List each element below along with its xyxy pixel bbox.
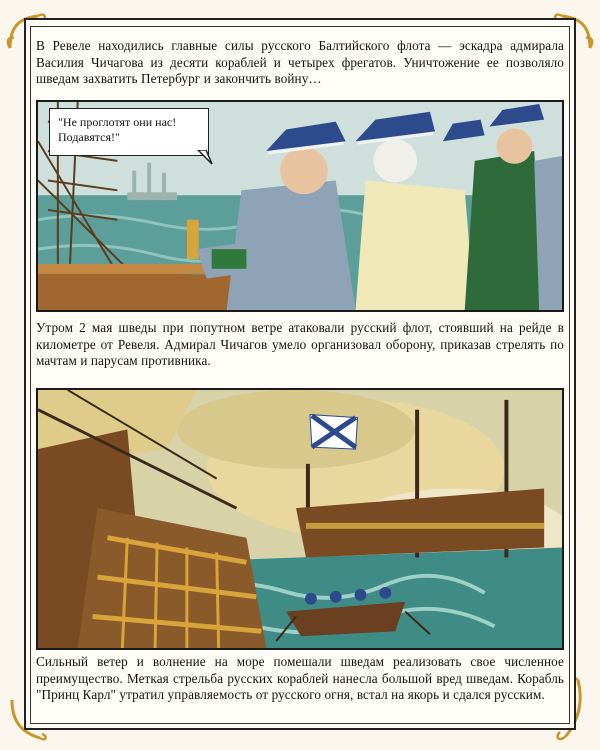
caption-middle: Утром 2 мая шведы при попутном ветре атаковали русский флот, стоявший на рейде в километре от Ревеля. Адмирал Чичагов умело организовал оборону, приказав стрелять по мачтам и парусам противника. xyxy=(36,320,564,368)
speech-bubble-tail xyxy=(196,150,214,166)
speech-bubble: "Не проглотят они нас! Подавятся!" xyxy=(49,108,209,156)
panel-battle xyxy=(36,388,564,650)
caption-top: В Ревеле находились главные силы русского Балтийского флота — эскадра адмирала Василия Чичагова из десяти кораблей и четырех фрегатов. Уничтожение ее позволяло шведам захватить Петербург и закончить войну… xyxy=(36,38,564,86)
battle-illustration xyxy=(38,390,562,648)
caption-bottom: Сильный ветер и волнение на море помешали шведам реализовать свое численное преимущество. Меткая стрельба русских кораблей нанесла большой вред шведам. Корабль "Принц Карл" утратил управляемость от русского огня, встал на якорь и сдался русским. xyxy=(36,654,564,702)
